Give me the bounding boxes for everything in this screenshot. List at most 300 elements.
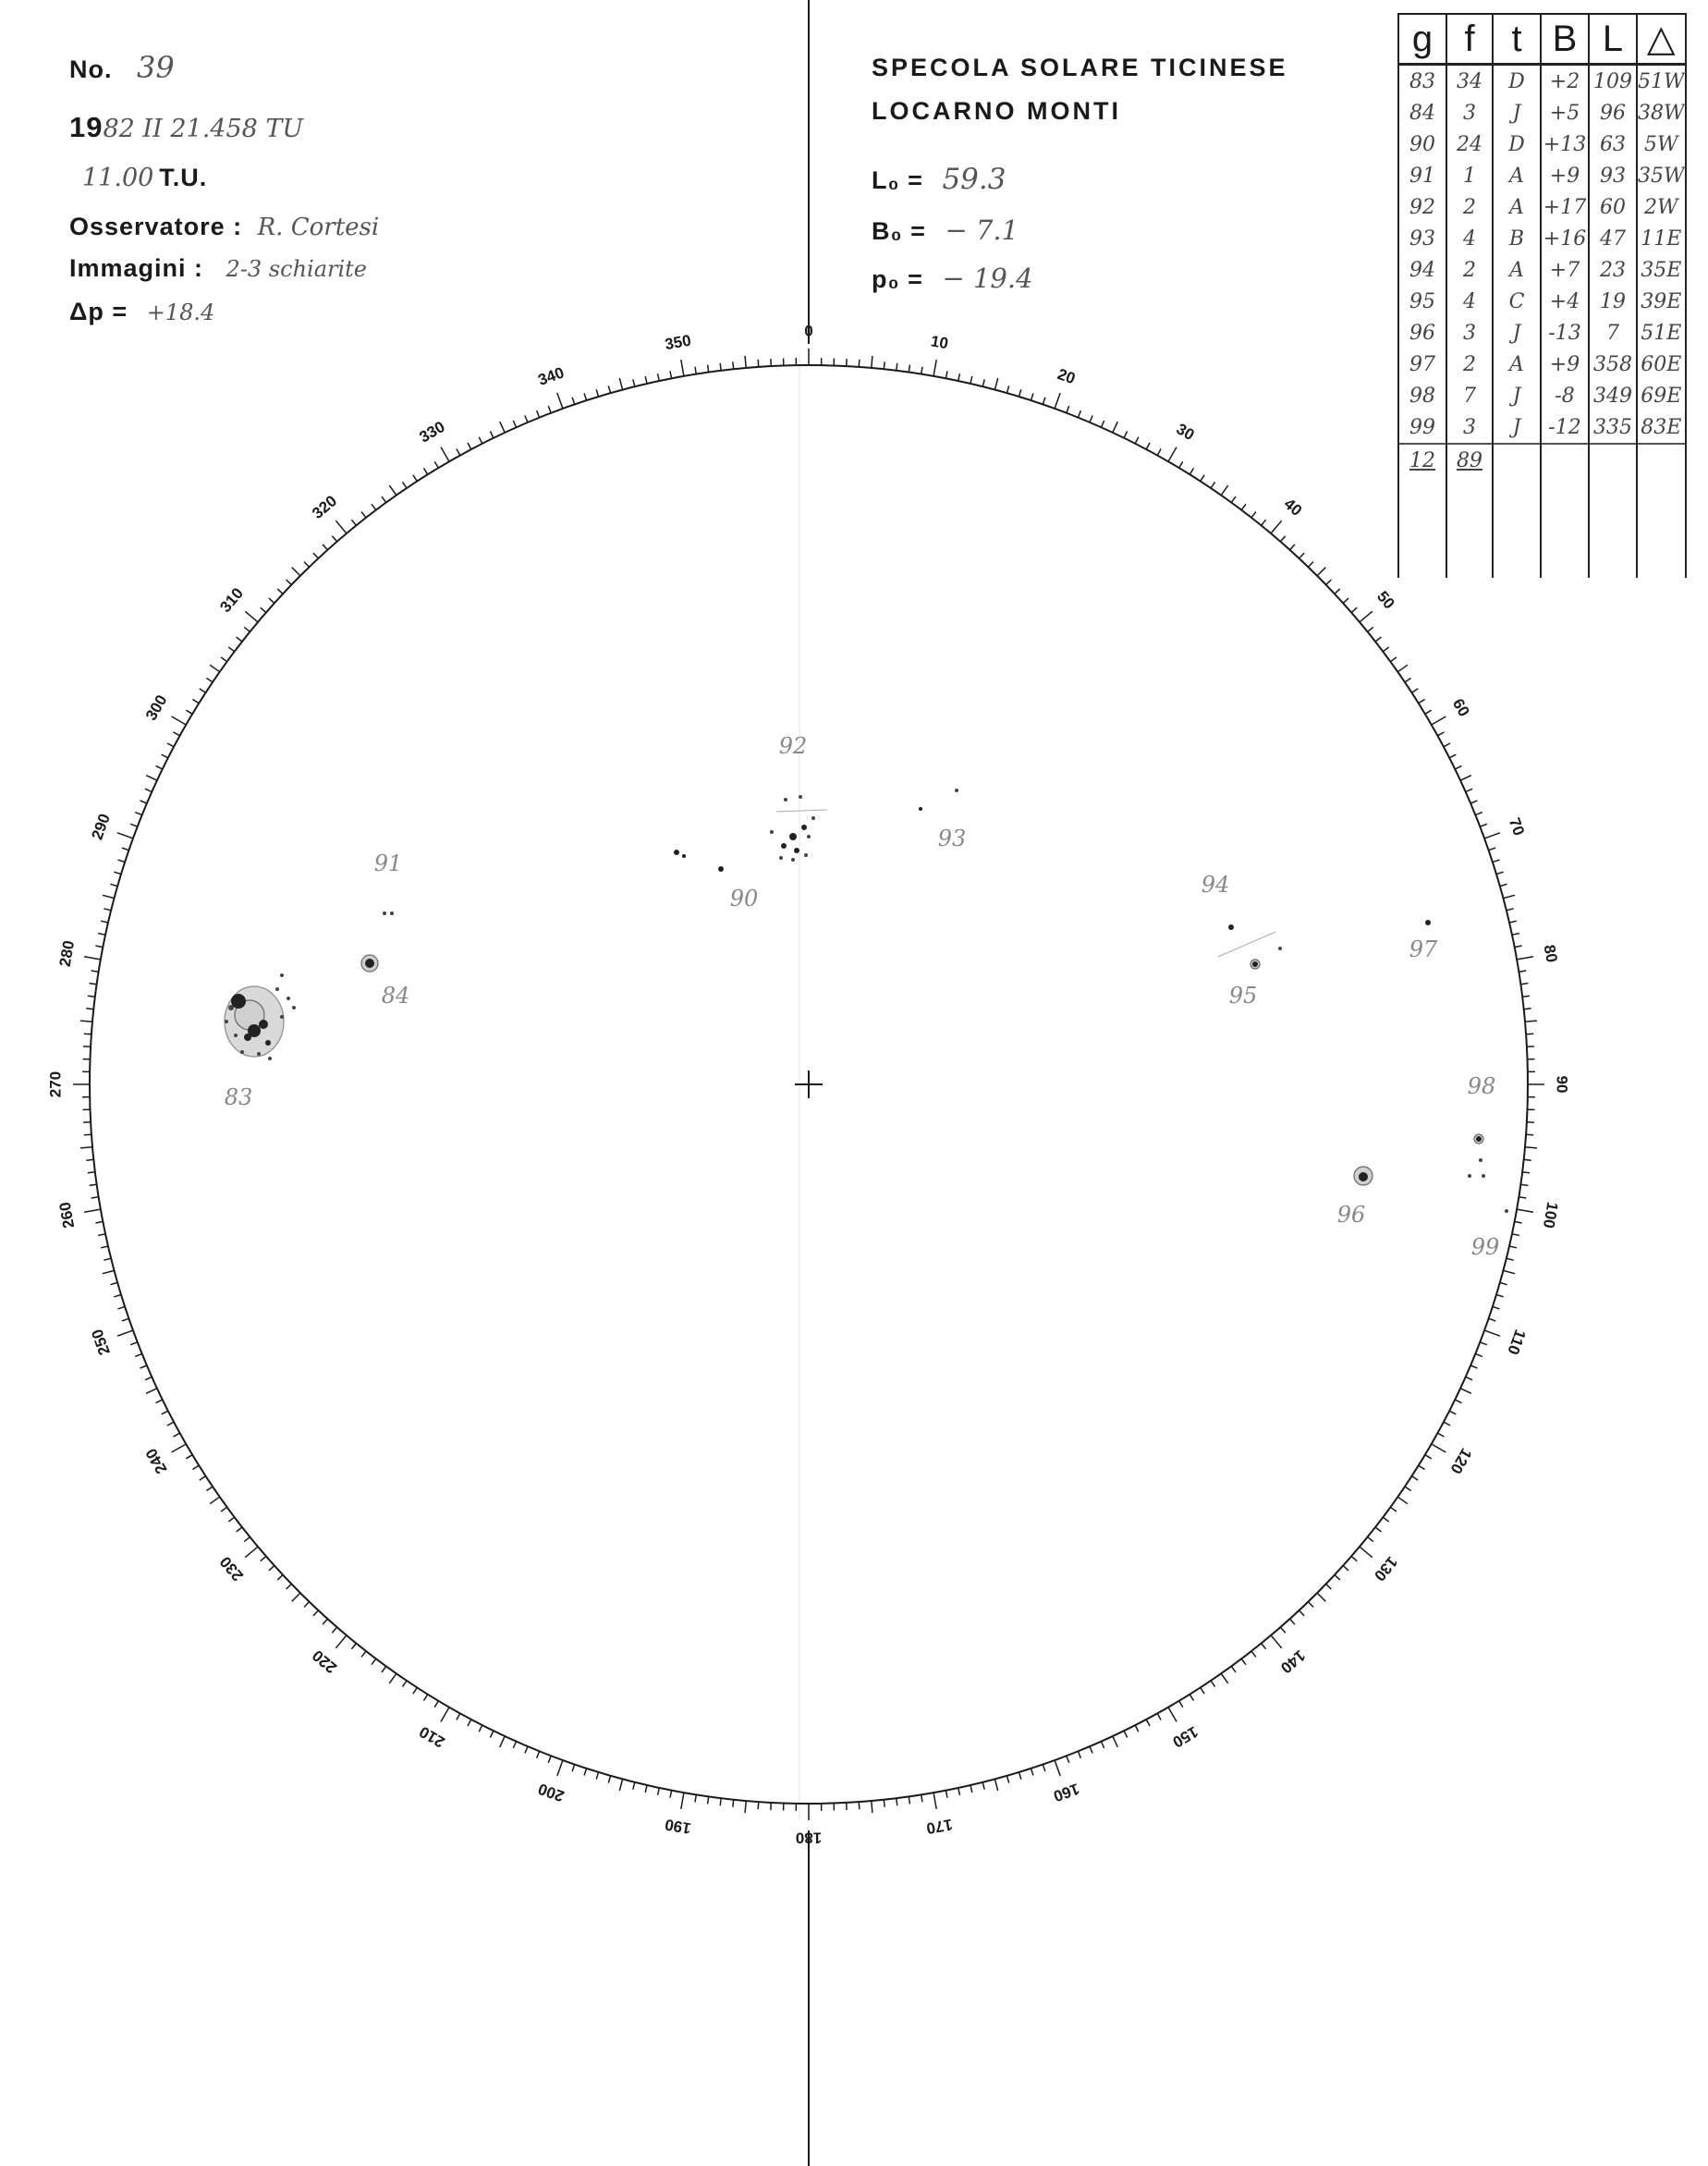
scale-tick: [413, 475, 417, 482]
pencil-stroke: [1218, 932, 1275, 957]
cell-L: 96: [1589, 97, 1637, 128]
table-row: [1398, 128, 1686, 160]
scale-tick: [103, 1270, 115, 1273]
scale-tick: [1019, 1772, 1021, 1780]
cell-delta: 35E: [1637, 254, 1686, 286]
scale-tick: [1146, 1719, 1150, 1726]
cell-delta: 60E: [1637, 349, 1686, 380]
scale-tick: [110, 884, 117, 886]
cell-g: 96: [1398, 317, 1446, 349]
scale-tick: [228, 647, 234, 652]
scale-tick: [174, 732, 180, 736]
scale-tick: [86, 1159, 93, 1160]
scale-tick: [1412, 1476, 1419, 1480]
scale-tick: [1405, 1487, 1411, 1490]
table-cell: [1446, 476, 1493, 578]
scale-tick: [156, 765, 163, 769]
scale-tick: [1515, 1221, 1522, 1223]
scale-tick: [1055, 393, 1060, 409]
scale-tick: [1157, 1714, 1161, 1720]
scale-tick: [1168, 447, 1177, 462]
scale-tick: [104, 909, 111, 911]
cell-t: J: [1493, 97, 1541, 128]
scale-tick: [172, 1444, 187, 1452]
cell-B: +5: [1541, 97, 1589, 128]
group-label-90: 90: [729, 886, 759, 912]
scale-tick: [1251, 512, 1256, 518]
scale-tick: [946, 371, 947, 378]
scale-tick: [1221, 1673, 1228, 1683]
scale-tick: [1190, 468, 1193, 474]
sunspot-umbra: [1476, 1136, 1482, 1142]
scale-tick: [145, 789, 152, 791]
group-label-91: 91: [373, 850, 403, 876]
scale-tick: [101, 921, 108, 923]
scale-tick: [946, 1791, 947, 1798]
scale-tick: [1179, 1701, 1183, 1707]
scale-tick: [413, 1688, 417, 1695]
cell-B: +17: [1541, 191, 1589, 223]
cell-t: C: [1493, 286, 1541, 317]
sunspot-layer: [225, 789, 1508, 1213]
scale-tick: [332, 1627, 336, 1633]
sunspot-group-83: [225, 973, 296, 1060]
scale-tick: [1006, 1776, 1008, 1783]
sunspot-group-91: [383, 912, 394, 915]
scale-tick: [1515, 946, 1522, 948]
scale-tick: [1343, 1566, 1348, 1571]
scale-tick: [658, 373, 660, 381]
scale-tick: [1419, 1465, 1425, 1469]
scale-tick: [122, 1318, 129, 1321]
table-header-row: [1398, 14, 1686, 65]
scale-tick: [130, 824, 138, 826]
group-label-98: 98: [1467, 1073, 1496, 1099]
scale-tick: [135, 1353, 142, 1356]
sunspot-umbra: [682, 854, 686, 858]
cell-g: 92: [1398, 191, 1446, 223]
scale-tick: [457, 449, 460, 456]
table-cell: [1541, 476, 1589, 578]
cell-t: D: [1493, 65, 1541, 98]
scale-tick: [1449, 1411, 1456, 1414]
scale-label-30: 30: [1173, 420, 1198, 445]
scale-tick: [1251, 1651, 1256, 1657]
cell-delta: 39E: [1637, 286, 1686, 317]
group-label-95: 95: [1228, 983, 1258, 1009]
scale-tick: [1438, 732, 1445, 736]
scale-tick: [1090, 416, 1092, 422]
scale-tick: [389, 485, 396, 496]
scale-tick: [118, 860, 126, 863]
cell-L: 93: [1589, 160, 1637, 191]
scale-tick: [304, 1602, 310, 1608]
scale-tick: [103, 895, 115, 898]
scale-tick: [382, 496, 386, 503]
scale-tick: [758, 1802, 759, 1809]
scale-tick: [192, 700, 199, 704]
scale-tick: [206, 1487, 213, 1490]
scale-tick: [1480, 1342, 1487, 1345]
scale-label-210: 210: [416, 1722, 448, 1752]
scale-label-350: 350: [663, 331, 693, 354]
cell-B: +7: [1541, 254, 1589, 286]
cell-L: 63: [1589, 128, 1637, 160]
scale-tick: [548, 406, 551, 413]
scale-tick: [681, 360, 684, 376]
scale-tick: [1480, 824, 1487, 826]
cell-g: 99: [1398, 411, 1446, 444]
scale-tick: [982, 1782, 984, 1790]
scale-tick: [1460, 776, 1471, 781]
scale-tick: [1031, 394, 1033, 401]
scale-tick: [982, 379, 984, 386]
scale-tick: [1475, 1353, 1482, 1356]
sunspot-pore: [784, 798, 787, 802]
scale-tick: [84, 1209, 101, 1212]
sunspot-pore: [807, 835, 811, 838]
table-body: [1398, 65, 1686, 445]
scale-tick: [80, 1021, 92, 1022]
sunspot-pore: [1468, 1174, 1471, 1178]
scale-tick: [1135, 437, 1139, 444]
sunspot-pore: [390, 912, 394, 915]
scale-label-230: 230: [216, 1552, 248, 1585]
scale-tick: [1526, 1134, 1533, 1135]
cell-delta: 69E: [1637, 380, 1686, 411]
scale-tick: [92, 971, 99, 972]
cell-L: 23: [1589, 254, 1637, 286]
scale-tick: [1525, 1021, 1537, 1022]
scale-tick: [1470, 801, 1477, 803]
scale-tick: [921, 1794, 922, 1802]
scale-tick: [237, 1527, 242, 1532]
group-label-layer: [225, 733, 1500, 1260]
scale-label-240: 240: [141, 1445, 171, 1477]
scale-tick: [1262, 1644, 1266, 1649]
scale-tick: [304, 562, 310, 568]
scale-tick: [572, 1765, 575, 1772]
scale-tick: [1343, 598, 1348, 603]
scale-tick: [441, 1707, 449, 1722]
scale-tick: [1271, 520, 1282, 533]
scale-tick: [1444, 743, 1450, 747]
scale-tick: [1078, 1751, 1080, 1758]
scale-tick: [1509, 1246, 1517, 1248]
scale-tick: [1299, 553, 1305, 558]
scale-tick: [1432, 1444, 1446, 1452]
scale-tick: [970, 376, 972, 384]
scale-label-190: 190: [663, 1815, 693, 1838]
table-cell: [1398, 476, 1446, 578]
scale-tick: [1231, 1666, 1236, 1672]
sunspot-pore: [770, 830, 774, 834]
scale-tick: [1390, 657, 1397, 662]
observatory-name: SPECOLA SOLARE TICINESE: [872, 54, 1288, 81]
sunspot-umbra: [1252, 961, 1258, 967]
scale-tick: [1425, 1455, 1432, 1459]
scale-tick: [245, 611, 258, 622]
scale-tick: [261, 607, 266, 612]
sunspot-umbra: [1359, 1172, 1368, 1181]
scale-label-290: 290: [88, 811, 114, 842]
col-header-B: B: [1541, 14, 1589, 65]
scale-tick: [1326, 580, 1332, 585]
scale-label-120: 120: [1446, 1445, 1476, 1477]
scale-tick: [206, 679, 213, 682]
scale-label-10: 10: [929, 332, 950, 353]
scale-tick: [557, 1760, 563, 1776]
sunspot-umbra: [919, 807, 922, 811]
scale-tick: [313, 553, 319, 558]
scale-tick: [434, 461, 438, 468]
scale-tick: [1520, 1184, 1528, 1185]
group-label-96: 96: [1336, 1202, 1366, 1228]
scale-tick: [1221, 485, 1228, 496]
scale-tick: [1006, 385, 1008, 393]
scale-tick: [361, 1651, 366, 1657]
table-row: [1398, 254, 1686, 286]
B0-value: − 7.1: [945, 214, 1019, 246]
scale-label-180: 180: [795, 1829, 823, 1847]
scale-tick: [1090, 1746, 1092, 1753]
scale-tick: [1375, 637, 1381, 642]
scale-tick: [468, 443, 471, 449]
scale-tick: [174, 1433, 180, 1437]
scale-tick: [1520, 984, 1528, 985]
scale-tick: [101, 1246, 108, 1248]
scale-tick: [145, 1377, 152, 1379]
scale-label-150: 150: [1169, 1722, 1202, 1752]
sunspot-umbra: [265, 1040, 271, 1046]
scale-tick: [720, 363, 721, 371]
scale-tick: [210, 1497, 220, 1504]
scale-tick: [1512, 934, 1519, 936]
scale-tick: [658, 1788, 660, 1795]
cell-delta: 51W: [1637, 65, 1686, 98]
scale-tick: [1383, 1517, 1388, 1522]
delta-p-label: Δp =: [69, 298, 128, 325]
scale-tick: [994, 1780, 997, 1792]
group-label-92: 92: [778, 733, 808, 759]
scale-tick: [1412, 689, 1419, 692]
scale-tick: [1271, 1635, 1282, 1648]
scale-tick: [424, 468, 428, 474]
total-groups: 12: [1398, 444, 1446, 476]
scale-tick: [708, 1796, 709, 1804]
B0-label: B₀ =: [872, 217, 926, 245]
table-cell: [1493, 476, 1541, 578]
scale-tick: [424, 1695, 428, 1701]
scale-label-60: 60: [1448, 695, 1473, 720]
scale-label-20: 20: [1055, 364, 1078, 388]
scale-tick: [140, 1365, 147, 1368]
scale-tick: [608, 1776, 610, 1783]
scale-tick: [1262, 520, 1266, 525]
cell-B: -12: [1541, 411, 1589, 444]
scale-tick: [670, 1791, 672, 1798]
scale-tick: [1179, 461, 1183, 468]
scale-tick: [361, 512, 366, 518]
table-row: [1398, 380, 1686, 411]
scale-tick: [1055, 1760, 1060, 1776]
scale-label-50: 50: [1373, 587, 1398, 613]
sunspot-group-90: [674, 850, 724, 872]
cell-L: 109: [1589, 65, 1637, 98]
cell-L: 19: [1589, 286, 1637, 317]
cell-L: 60: [1589, 191, 1637, 223]
cell-g: 95: [1398, 286, 1446, 317]
scale-tick: [237, 637, 242, 642]
images-value: 2-3 schiarite: [226, 256, 368, 282]
cell-g: 98: [1398, 380, 1446, 411]
sunspot-group-96: [1354, 1167, 1372, 1185]
cell-t: B: [1493, 223, 1541, 254]
table-cell: [1493, 444, 1541, 476]
group-label-83: 83: [224, 1084, 253, 1110]
scale-label-200: 200: [535, 1780, 567, 1805]
scale-tick: [277, 589, 283, 594]
scale-tick: [372, 504, 376, 509]
scale-tick: [200, 689, 206, 692]
cell-t: A: [1493, 254, 1541, 286]
scale-tick: [1201, 1688, 1204, 1695]
scale-tick: [1067, 406, 1069, 413]
scale-tick: [1124, 1731, 1128, 1737]
scale-tick: [122, 848, 129, 850]
sunspot-pore: [240, 1050, 244, 1054]
cell-B: +4: [1541, 286, 1589, 317]
sunspot-pore: [228, 1005, 234, 1010]
scale-label-250: 250: [88, 1327, 114, 1358]
sunspot-pore: [804, 853, 808, 857]
scale-tick: [468, 1719, 471, 1726]
table-totals-row: [1398, 444, 1686, 476]
scale-label-320: 320: [309, 492, 341, 523]
group-label-99: 99: [1470, 1234, 1500, 1260]
pencil-stroke: [776, 810, 827, 812]
scale-tick: [490, 432, 494, 438]
scale-tick: [351, 520, 356, 525]
scale-tick: [1031, 1768, 1033, 1776]
scale-tick: [513, 1742, 516, 1748]
scale-label-40: 40: [1280, 495, 1306, 520]
scale-tick: [1190, 1695, 1193, 1701]
scale-tick: [1383, 647, 1388, 652]
scale-tick: [382, 1666, 386, 1672]
scale-tick: [1351, 1556, 1357, 1560]
scale-label-140: 140: [1276, 1646, 1309, 1677]
scale-tick: [645, 376, 647, 384]
scale-tick: [1368, 1537, 1373, 1542]
scale-tick: [500, 1736, 506, 1747]
scale-tick: [90, 1184, 97, 1185]
scale-tick: [1525, 1147, 1537, 1148]
scale-tick: [958, 373, 960, 381]
scale-tick: [140, 801, 147, 803]
sunspot-group-95: [1250, 947, 1282, 969]
scale-tick: [921, 367, 922, 374]
scale-tick: [584, 394, 587, 401]
scale-tick: [1317, 568, 1325, 576]
scale-tick: [1489, 1318, 1496, 1321]
scale-tick: [130, 1342, 138, 1345]
scale-tick: [244, 627, 250, 631]
scale-tick: [670, 371, 672, 378]
scale-tick: [1496, 872, 1504, 874]
sunspot-umbra: [781, 843, 787, 849]
scale-tick: [537, 410, 540, 418]
scale-tick: [1405, 679, 1411, 682]
scale-tick: [1455, 765, 1461, 769]
scale-tick: [84, 1134, 92, 1135]
scale-tick: [117, 833, 133, 838]
observer-value: R. Cortesi: [257, 214, 380, 241]
L0-value: 59.3: [942, 163, 1006, 196]
scale-tick: [1078, 410, 1080, 418]
scale-tick: [1135, 1725, 1139, 1732]
scale-tick: [186, 710, 192, 714]
scale-tick: [537, 1751, 540, 1758]
scale-tick: [479, 1725, 482, 1732]
sunspot-umbra: [794, 848, 799, 853]
scale-tick: [994, 378, 997, 390]
scale-tick: [1211, 1681, 1214, 1687]
scale-tick: [958, 1788, 960, 1795]
cell-delta: 83E: [1637, 411, 1686, 444]
scale-tick: [261, 1556, 266, 1560]
scale-tick: [1493, 1306, 1500, 1309]
scale-tick: [117, 1330, 133, 1336]
scale-tick: [95, 1221, 103, 1223]
scale-label-0: 0: [804, 322, 813, 340]
group-label-94: 94: [1201, 872, 1230, 898]
scale-tick: [1168, 1707, 1177, 1722]
scale-tick: [645, 1785, 647, 1793]
table-row: [1398, 349, 1686, 380]
sunspot-group-93: [919, 789, 958, 811]
table-row: [1398, 160, 1686, 191]
sunspot-umbra: [365, 959, 374, 968]
scale-tick: [1484, 1330, 1500, 1336]
scale-tick: [88, 1172, 95, 1173]
scale-tick: [1489, 848, 1496, 850]
sunspot-pore: [280, 973, 284, 977]
table-row: [1398, 286, 1686, 317]
scale-tick: [695, 367, 696, 374]
cell-B: -8: [1541, 380, 1589, 411]
cell-f: 2: [1446, 349, 1493, 380]
scale-tick: [596, 389, 598, 397]
scale-tick: [1517, 957, 1533, 960]
cell-L: 358: [1589, 349, 1637, 380]
scale-tick: [513, 421, 516, 427]
scale-tick: [287, 580, 292, 585]
sunspot-pore: [779, 856, 783, 860]
scale-tick: [98, 934, 105, 936]
scale-tick: [244, 1537, 250, 1542]
scale-tick: [1299, 1610, 1305, 1616]
cell-f: 2: [1446, 254, 1493, 286]
cell-f: 1: [1446, 160, 1493, 191]
scale-tick: [104, 1258, 111, 1260]
scale-tick: [1101, 1742, 1104, 1748]
sunspot-pore: [275, 987, 279, 991]
scale-tick: [98, 1234, 105, 1236]
scale-tick: [1522, 996, 1530, 997]
sunspot-pore: [268, 1057, 272, 1060]
scale-tick: [114, 872, 121, 874]
